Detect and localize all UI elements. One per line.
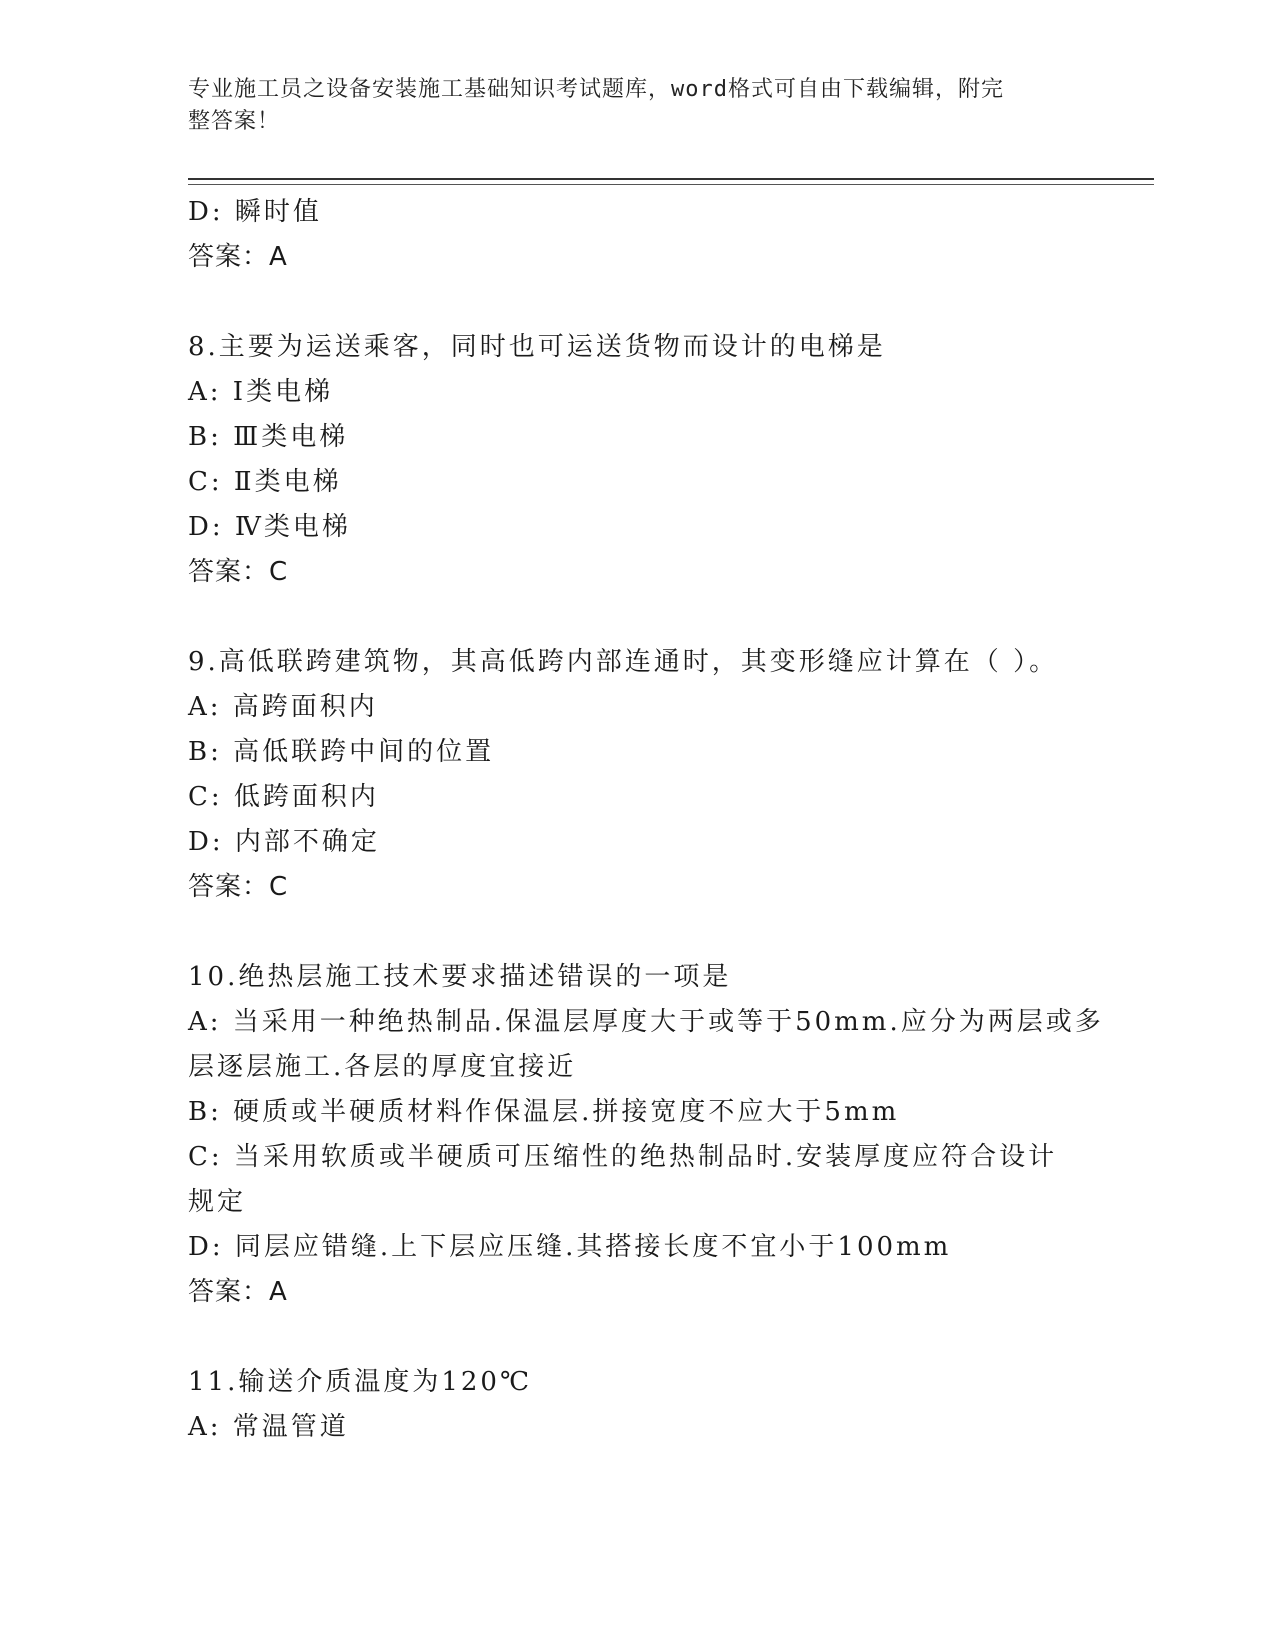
q9-answer: 答案：C bbox=[188, 872, 289, 902]
q8-option-c: C: Ⅱ类电梯 bbox=[188, 467, 342, 497]
question-content bbox=[188, 190, 1104, 1450]
header-divider-thin bbox=[188, 184, 1154, 185]
q10-stem: 10.绝热层施工技术要求描述错误的一项是 bbox=[188, 962, 732, 992]
q8-option-d: D: Ⅳ类电梯 bbox=[188, 512, 351, 542]
q10-option-d: D: 同层应错缝.上下层应压缝.其搭接长度不宜小于100mm bbox=[188, 1232, 952, 1262]
q8-stem: 8.主要为运送乘客，同时也可运送货物而设计的电梯是 bbox=[188, 332, 886, 362]
q9-stem: 9.高低联跨建筑物，其高低跨内部连通时，其变形缝应计算在（ ）。 bbox=[188, 647, 1059, 677]
q8-answer: 答案：C bbox=[188, 557, 289, 587]
q9-option-b: B: 高低联跨中间的位置 bbox=[188, 737, 495, 767]
q9-option-d: D: 内部不确定 bbox=[188, 827, 380, 857]
q7-option-d: D: 瞬时值 bbox=[188, 197, 322, 227]
q10-answer: 答案：A bbox=[188, 1277, 288, 1307]
header-line-2: 整答案！ bbox=[188, 109, 281, 134]
q10-option-c-line-1: C: 当采用软质或半硬质可压缩性的绝热制品时.安装厚度应符合设计 bbox=[188, 1142, 1058, 1172]
q10-option-c-line-2: 规定 bbox=[188, 1187, 247, 1217]
q10-option-a-line-1: A: 当采用一种绝热制品.保温层厚度大于或等于50mm.应分为两层或多 bbox=[188, 1007, 1104, 1037]
q7-answer: 答案：A bbox=[188, 242, 288, 272]
q10-option-b: B: 硬质或半硬质材料作保温层.拼接宽度不应大于5mm bbox=[188, 1097, 900, 1127]
document-header bbox=[188, 74, 1068, 138]
q8-option-b: B: Ⅲ类电梯 bbox=[188, 422, 349, 452]
header-line-1: 专业施工员之设备安装施工基础知识考试题库，word格式可自由下载编辑，附完 bbox=[188, 77, 1004, 102]
q10-option-a-line-2: 层逐层施工.各层的厚度宜接近 bbox=[188, 1052, 577, 1082]
q9-option-a: A: 高跨面积内 bbox=[188, 692, 378, 722]
q9-option-c: C: 低跨面积内 bbox=[188, 782, 379, 812]
header-divider-thick bbox=[188, 178, 1154, 180]
q8-option-a: A: Ⅰ类电梯 bbox=[188, 377, 334, 407]
q11-stem: 11.输送介质温度为120℃ bbox=[188, 1367, 533, 1397]
q11-option-a: A: 常温管道 bbox=[188, 1412, 349, 1442]
